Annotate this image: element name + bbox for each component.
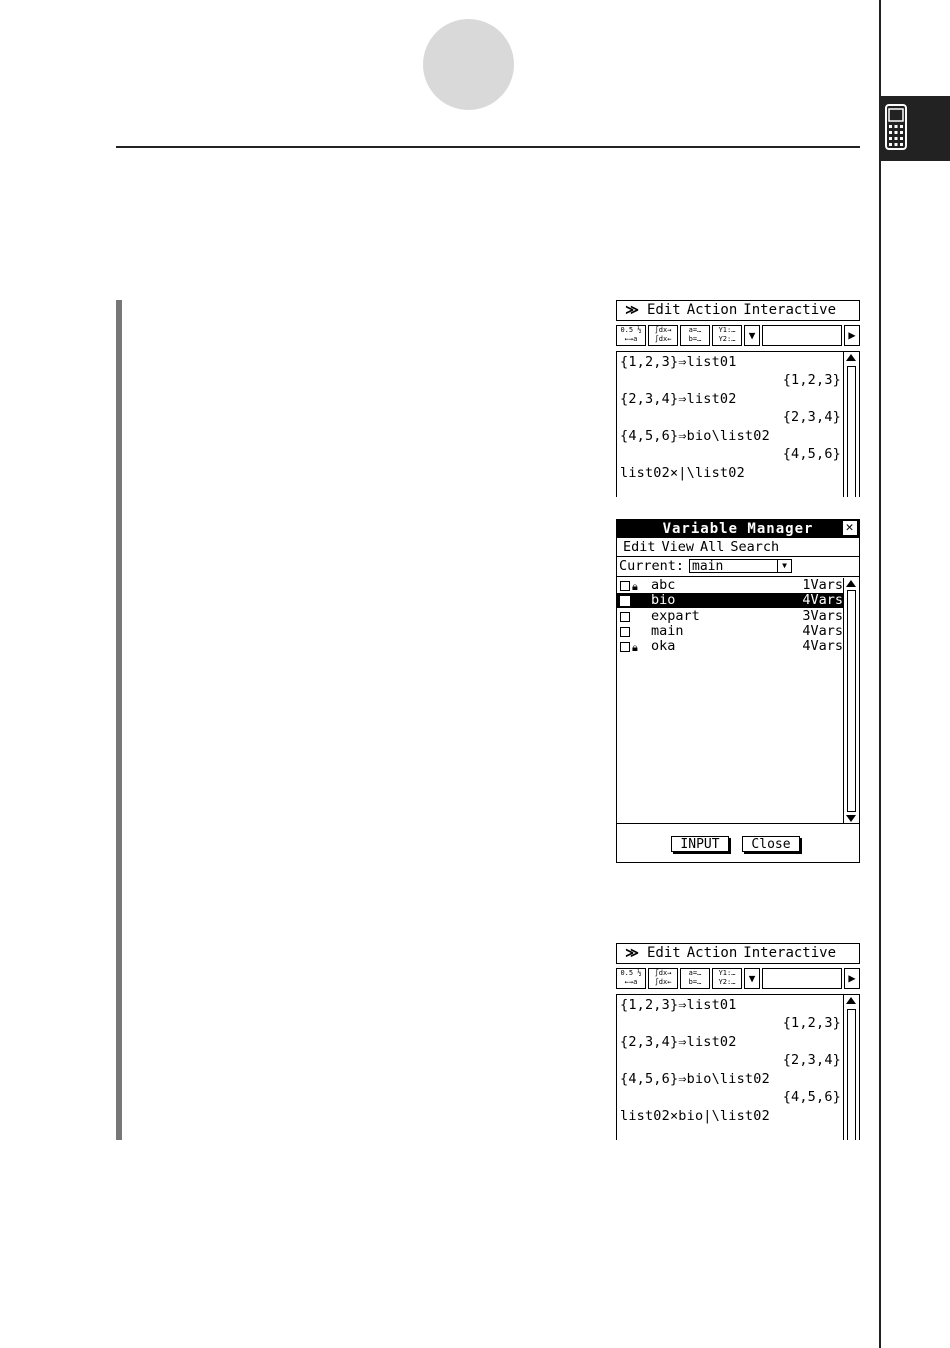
- dialog-footer: [617, 823, 859, 862]
- folder-list: [617, 578, 859, 824]
- close-icon[interactable]: ✕: [843, 521, 857, 535]
- current-folder-value: main: [692, 559, 724, 574]
- scroll-track[interactable]: [847, 366, 856, 497]
- screen2-work-area[interactable]: [616, 994, 860, 1140]
- toolbar-integral-button[interactable]: [648, 968, 678, 989]
- work-result: {4,5,6}: [782, 1089, 841, 1105]
- toolbar-dropdown-icon[interactable]: ▼: [744, 325, 760, 346]
- toolbar-label: ←→a: [624, 335, 638, 343]
- toolbar-label: Y2:…: [718, 335, 736, 343]
- menu-edit[interactable]: Edit: [647, 302, 681, 318]
- work-result: {2,3,4}: [782, 1052, 841, 1068]
- scroll-up-icon[interactable]: [846, 354, 856, 361]
- toolbar-number-format-button[interactable]: [616, 968, 646, 989]
- work-result: {2,3,4}: [782, 409, 841, 425]
- work-result: {4,5,6}: [782, 446, 841, 462]
- menu-action[interactable]: Action: [686, 302, 738, 318]
- menu-interactive[interactable]: Interactive: [743, 945, 837, 961]
- toolbar-label: Y1:…: [718, 969, 736, 977]
- vertical-scrollbar[interactable]: [843, 995, 859, 1140]
- close-button[interactable]: Close: [742, 836, 800, 852]
- checkbox[interactable]: [620, 596, 630, 606]
- current-folder-select[interactable]: [689, 559, 792, 573]
- screen1-toolbar: [616, 324, 860, 347]
- toolbar-label: b=…: [688, 335, 702, 343]
- dialog-title: Variable Manager: [662, 521, 814, 537]
- menu-chevron-icon[interactable]: ≫: [625, 303, 639, 318]
- page-edge-rule: [879, 0, 881, 1348]
- scroll-track[interactable]: [847, 1009, 856, 1140]
- folder-row-selected[interactable]: [617, 593, 844, 608]
- toolbar-scroll-right-icon[interactable]: ▶: [844, 325, 860, 346]
- folder-row[interactable]: [617, 624, 844, 639]
- dialog-title-bar: [617, 520, 859, 538]
- toolbar-label: ∫dx←: [654, 335, 672, 343]
- folder-name: bio: [651, 592, 676, 608]
- menu-edit[interactable]: Edit: [647, 945, 681, 961]
- folder-name: expart: [651, 608, 700, 624]
- lock-icon: 🔒︎: [632, 641, 638, 654]
- toolbar-number-format-button[interactable]: [616, 325, 646, 346]
- work-line: {2,3,4}⇒list02: [620, 391, 737, 407]
- folder-count: 1Vars: [802, 577, 843, 593]
- scroll-up-icon[interactable]: [846, 580, 856, 587]
- variable-manager-dialog: [616, 519, 860, 863]
- menu-view[interactable]: View: [661, 539, 695, 555]
- toolbar-integral-button[interactable]: [648, 325, 678, 346]
- scroll-down-icon[interactable]: [846, 815, 856, 822]
- lock-icon: 🔒︎: [632, 580, 638, 593]
- folder-count: 4Vars: [802, 623, 843, 639]
- folder-count: 3Vars: [802, 608, 843, 624]
- screen1-work-area[interactable]: [616, 351, 860, 497]
- toolbar-label: a=…: [688, 969, 702, 977]
- work-result: {1,2,3}: [782, 1015, 841, 1031]
- work-input-line[interactable]: list02×bio|\list02: [620, 1108, 770, 1124]
- toolbar-label: a=…: [688, 326, 702, 334]
- work-line: {4,5,6}⇒bio\list02: [620, 428, 770, 444]
- work-line: {1,2,3}⇒list01: [620, 997, 737, 1013]
- input-button[interactable]: INPUT: [671, 836, 729, 852]
- folder-row[interactable]: [617, 609, 844, 624]
- side-tab: [879, 96, 950, 161]
- header-rule: [116, 146, 860, 148]
- toolbar-label: ∫dx←: [654, 978, 672, 986]
- menu-edit[interactable]: Edit: [623, 539, 656, 555]
- menu-interactive[interactable]: Interactive: [743, 302, 837, 318]
- menu-chevron-icon[interactable]: ≫: [625, 946, 639, 961]
- toolbar-assign-button[interactable]: [680, 968, 710, 989]
- work-input-line[interactable]: list02×|\list02: [620, 465, 745, 481]
- toolbar-label: Y2:…: [718, 978, 736, 986]
- folder-name: oka: [651, 638, 676, 654]
- toolbar-graph-button[interactable]: [712, 325, 742, 346]
- calculator-icon: [885, 104, 907, 150]
- work-line: {4,5,6}⇒bio\list02: [620, 1071, 770, 1087]
- toolbar-graph-button[interactable]: [712, 968, 742, 989]
- toolbar-label: 0.5 ½: [620, 326, 642, 334]
- toolbar-blank: [762, 968, 842, 989]
- work-line: {1,2,3}⇒list01: [620, 354, 737, 370]
- toolbar-label: 0.5 ½: [620, 969, 642, 977]
- folder-count: 4Vars: [802, 638, 843, 654]
- screen2-toolbar: [616, 967, 860, 990]
- current-label: Current:: [619, 558, 685, 574]
- checkbox[interactable]: [620, 642, 630, 652]
- menu-action[interactable]: Action: [686, 945, 738, 961]
- toolbar-dropdown-icon[interactable]: ▼: [744, 968, 760, 989]
- vertical-scrollbar[interactable]: [843, 578, 859, 824]
- work-result: {1,2,3}: [782, 372, 841, 388]
- scroll-track[interactable]: [847, 590, 856, 812]
- menu-all[interactable]: All: [700, 539, 725, 555]
- toolbar-label: ←→a: [624, 978, 638, 986]
- toolbar-assign-button[interactable]: [680, 325, 710, 346]
- chevron-down-icon[interactable]: ▼: [777, 560, 791, 572]
- toolbar-label: ∫dx→: [654, 969, 672, 977]
- toolbar-scroll-right-icon[interactable]: ▶: [844, 968, 860, 989]
- work-line: {2,3,4}⇒list02: [620, 1034, 737, 1050]
- screen2-menubar: [616, 943, 860, 964]
- vertical-scrollbar[interactable]: [843, 352, 859, 497]
- checkbox[interactable]: [620, 612, 630, 622]
- toolbar-label: Y1:…: [718, 326, 736, 334]
- checkbox[interactable]: [620, 627, 630, 637]
- checkbox[interactable]: [620, 581, 630, 591]
- current-folder-row: [617, 557, 859, 577]
- toolbar-label: ∫dx→: [654, 326, 672, 334]
- screen1-menubar: [616, 300, 860, 321]
- scroll-up-icon[interactable]: [846, 997, 856, 1004]
- dialog-menubar: [617, 538, 859, 557]
- step-bar: [116, 300, 122, 1140]
- chapter-circle-marker: [423, 19, 514, 110]
- folder-count: 4Vars: [802, 592, 843, 608]
- folder-row[interactable]: [617, 639, 844, 654]
- folder-name: main: [651, 623, 684, 639]
- toolbar-blank: [762, 325, 842, 346]
- menu-search[interactable]: Search: [730, 539, 780, 555]
- folder-name: abc: [651, 577, 676, 593]
- folder-row[interactable]: [617, 578, 844, 593]
- toolbar-label: b=…: [688, 978, 702, 986]
